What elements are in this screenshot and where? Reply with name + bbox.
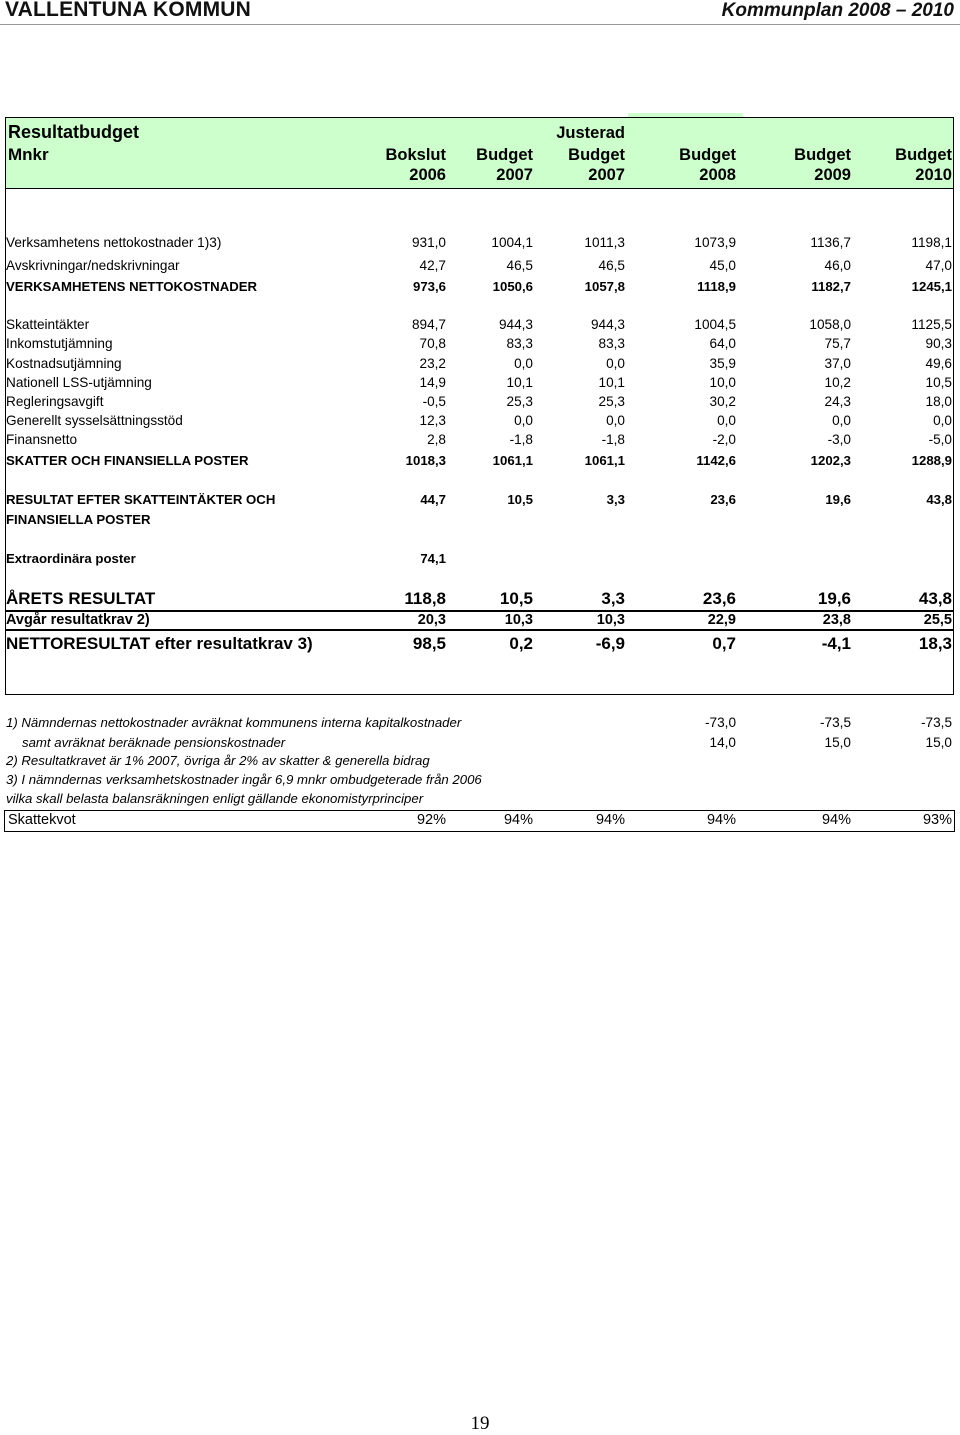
col-header-1: Budget — [476, 146, 533, 164]
table-unit: Mnkr — [8, 145, 49, 164]
cell-value: 944,3 — [498, 317, 533, 332]
cell-value: 1182,7 — [811, 279, 851, 294]
cell-value: 0,0 — [606, 356, 625, 371]
cell-value: 118,8 — [404, 589, 446, 608]
cell-value: 973,6 — [412, 279, 446, 294]
cell-value: 14,9 — [419, 375, 446, 390]
footnote-1a-2010: -73,5 — [921, 715, 952, 730]
rule-arets-resultat — [5, 610, 954, 612]
cell-value: 2,8 — [427, 432, 446, 447]
cell-value: 23,6 — [702, 589, 736, 608]
cell-value: 42,7 — [419, 258, 446, 273]
cell-value: 0,0 — [717, 413, 736, 428]
cell-value: 37,0 — [824, 356, 851, 371]
cell-value: 35,9 — [709, 356, 736, 371]
col-year-1: 2007 — [496, 166, 533, 184]
cell-value: 10,5 — [499, 589, 533, 608]
cell-value: 894,7 — [411, 317, 446, 332]
org-name: VALLENTUNA KOMMUN — [5, 0, 252, 21]
cell-value: 944,3 — [590, 317, 625, 332]
col-header-4: Budget — [794, 146, 851, 164]
cell-value: 43,8 — [918, 589, 952, 608]
col-year-2: 2007 — [588, 166, 625, 184]
cell-value: 1057,8 — [584, 279, 625, 294]
col-header-3: Budget — [679, 146, 736, 164]
cell-value: 18,3 — [918, 634, 952, 653]
footnote-1a-2009: -73,5 — [820, 715, 851, 730]
col-header-justerad: Justerad — [556, 124, 625, 142]
row-label: Verksamhetens nettokostnader 1)3) — [6, 235, 222, 250]
plan-title: Kommunplan 2008 – 2010 — [721, 0, 954, 21]
cell-value: 49,6 — [925, 356, 952, 371]
cell-value: -2,0 — [712, 432, 736, 447]
cell-value: 1004,1 — [491, 235, 533, 250]
cell-value: 25,3 — [598, 394, 625, 409]
cell-value: 10,2 — [824, 375, 851, 390]
cell-value: 24,3 — [824, 394, 851, 409]
col-header-2: Budget — [568, 146, 625, 164]
col-header-0: Bokslut — [385, 146, 446, 164]
cell-value: 1288,9 — [911, 453, 952, 468]
cell-value: 23,2 — [419, 356, 446, 371]
cell-value: 1004,5 — [694, 317, 736, 332]
cell-value: 10,1 — [506, 375, 533, 390]
cell-value: 0,0 — [606, 413, 625, 428]
row-label: Avskrivningar/nedskrivningar — [6, 258, 180, 273]
cell-value: 0,0 — [832, 413, 851, 428]
cell-value: 10,5 — [507, 492, 533, 507]
cell-value: 1073,9 — [694, 235, 736, 250]
cell-value: 44,7 — [420, 492, 446, 507]
cell-value: 90,3 — [925, 336, 952, 351]
page-number: 19 — [470, 1413, 490, 1434]
cell-value: -4,1 — [821, 634, 851, 653]
cell-value: 22,9 — [707, 612, 736, 628]
row-label: Avgår resultatkrav 2) — [6, 612, 150, 628]
footnote-1a-2008: -73,0 — [705, 715, 736, 730]
cell-value: 1061,1 — [584, 453, 625, 468]
cell-value: 1061,1 — [492, 453, 533, 468]
table-title: Resultatbudget — [8, 122, 140, 142]
cell-value: 43,8 — [926, 492, 952, 507]
cell-value: 64,0 — [709, 336, 736, 351]
cell-value: 83,3 — [506, 336, 533, 351]
cell-value: 83,3 — [598, 336, 625, 351]
cell-value: 46,5 — [506, 258, 533, 273]
skattekvot-2007: 94% — [503, 812, 533, 828]
footnote-3a: 3) I nämndernas verksamhetskostnader ingår 6,9 mnkr ombudgeterade från 2006 — [6, 772, 482, 787]
footnote-1b-2009: 15,0 — [824, 735, 851, 750]
col-year-0: 2006 — [409, 166, 446, 184]
cell-value: 0,0 — [514, 356, 533, 371]
footnote-1b: samt avräknat beräknade pensionskostnader — [22, 735, 286, 750]
cell-value: 70,8 — [419, 336, 446, 351]
cell-value: 0,2 — [509, 634, 533, 653]
footnote-1b-2008: 14,0 — [709, 735, 736, 750]
cell-value: 1136,7 — [810, 235, 851, 250]
cell-value: 45,0 — [709, 258, 736, 273]
cell-value: 30,2 — [709, 394, 736, 409]
row-label: Generellt sysselsättningsstöd — [6, 413, 183, 428]
row-label: Nationell LSS-utjämning — [6, 375, 152, 390]
row-label: VERKSAMHETENS NETTOKOSTNADER — [6, 279, 258, 294]
skattekvot-2010: 93% — [922, 812, 952, 828]
cell-value: 25,3 — [506, 394, 533, 409]
cell-value: 3,3 — [601, 589, 625, 608]
col-year-5: 2010 — [915, 166, 952, 184]
cell-value: 98,5 — [412, 634, 446, 653]
row-label: Extraordinära poster — [6, 551, 136, 566]
row-label-continued: FINANSIELLA POSTER — [6, 512, 151, 527]
header-rule — [0, 24, 960, 25]
cell-value: 46,0 — [824, 258, 851, 273]
row-label: RESULTAT EFTER SKATTEINTÄKTER OCH — [6, 492, 276, 507]
cell-value: 19,6 — [817, 589, 851, 608]
skattekvot-2009: 94% — [821, 812, 851, 828]
cell-value: 23,8 — [822, 612, 851, 628]
cell-value: 1050,6 — [492, 279, 533, 294]
cell-value: 19,6 — [825, 492, 851, 507]
row-label: Kostnadsutjämning — [6, 356, 122, 371]
cell-value: -1,8 — [509, 432, 533, 447]
footnote-2: 2) Resultatkravet är 1% 2007, övriga år 2% av skatter & generella bidrag — [6, 753, 430, 768]
cell-value: 10,3 — [504, 612, 533, 628]
row-label: Skatteintäkter — [6, 317, 90, 332]
footnote-1b-2010: 15,0 — [925, 735, 952, 750]
col-year-4: 2009 — [814, 166, 851, 184]
skattekvot-2007-justerad: 94% — [595, 812, 625, 828]
footnote-3b: vilka skall belasta balansräkningen enligt gällande ekonomistyrprinciper — [6, 791, 424, 806]
cell-value: 1202,3 — [810, 453, 851, 468]
cell-value: 20,3 — [417, 612, 446, 628]
cell-value: 46,5 — [598, 258, 625, 273]
cell-value: -0,5 — [422, 394, 446, 409]
cell-value: 0,0 — [933, 413, 952, 428]
cell-value: 1142,6 — [696, 453, 736, 468]
cell-value: 10,0 — [709, 375, 736, 390]
cell-value: 1058,0 — [809, 317, 851, 332]
cell-value: 1118,9 — [697, 279, 736, 294]
cell-value: 10,1 — [598, 375, 625, 390]
cell-value: 25,5 — [923, 612, 952, 628]
col-year-3: 2008 — [699, 166, 736, 184]
row-label: NETTORESULTAT efter resultatkrav 3) — [6, 634, 313, 653]
skattekvot-2006: 92% — [416, 812, 446, 828]
cell-value: 3,3 — [606, 492, 625, 507]
cell-value: 1018,3 — [405, 453, 446, 468]
cell-value: 0,0 — [514, 413, 533, 428]
row-label: Inkomstutjämning — [6, 336, 113, 351]
skattekvot-2008: 94% — [706, 812, 736, 828]
cell-value: 47,0 — [925, 258, 952, 273]
skattekvot-label: Skattekvot — [8, 812, 76, 828]
cell-value: 12,3 — [419, 413, 446, 428]
cell-value: 18,0 — [925, 394, 952, 409]
row-label: SKATTER OCH FINANSIELLA POSTER — [6, 453, 249, 468]
cell-value: 1011,3 — [584, 235, 625, 250]
cell-value: 75,7 — [824, 336, 851, 351]
skattekvot-box — [4, 810, 955, 832]
cell-value: 10,3 — [596, 612, 625, 628]
row-label: Regleringsavgift — [6, 394, 104, 409]
cell-value: 10,5 — [925, 375, 952, 390]
row-label: Finansnetto — [6, 432, 78, 447]
cell-value: 931,0 — [411, 235, 446, 250]
rule-avgar — [5, 629, 954, 631]
row-label: ÅRETS RESULTAT — [6, 589, 156, 608]
cell-value: 1198,1 — [911, 235, 952, 250]
cell-value: 0,7 — [712, 634, 736, 653]
cell-value: 1125,5 — [911, 317, 952, 332]
cell-value: 23,6 — [710, 492, 736, 507]
col-header-5: Budget — [895, 146, 952, 164]
cell-value: -1,8 — [601, 432, 625, 447]
cell-value: 74,1 — [420, 551, 446, 566]
cell-value: 1245,1 — [911, 279, 952, 294]
footnote-1a: 1) Nämndernas nettokostnader avräknat kommunens interna kapitalkostnader — [6, 715, 462, 730]
cell-value: -3,0 — [827, 432, 851, 447]
cell-value: -6,9 — [595, 634, 625, 653]
cell-value: -5,0 — [928, 432, 952, 447]
